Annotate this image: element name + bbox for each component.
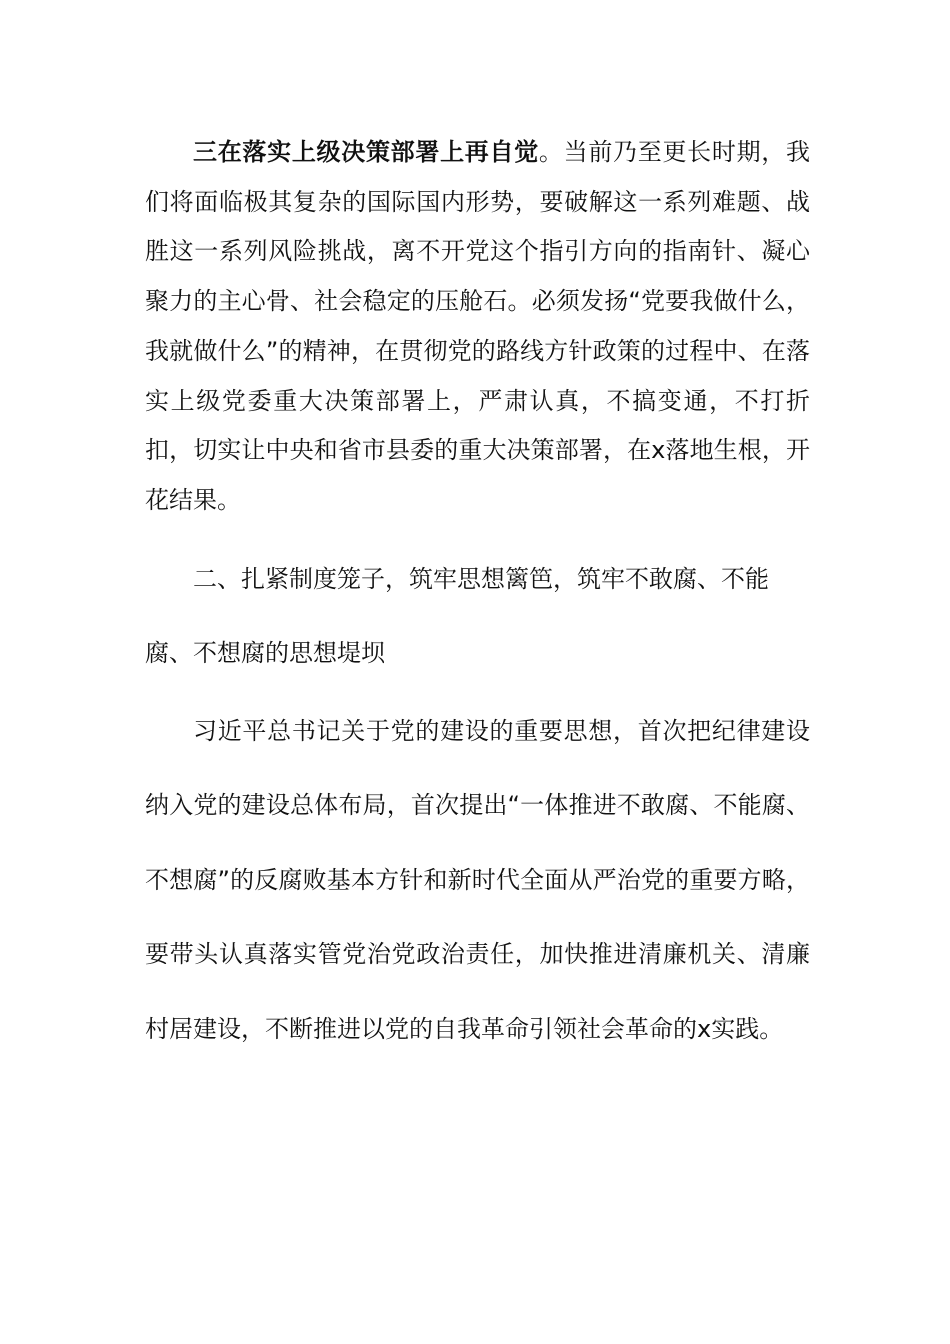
document-body [145,128,810,1066]
paragraph-decision-deployment [145,128,810,526]
paragraph-lead-period: 。 [538,138,564,166]
paragraph-body-text: 当前乃至更长时期，我们将面临极其复杂的国际国内形势，要破解这一系列难题、战胜这一系列风险挑战，离不开党这个指引方向的指南针、凝心聚力的主心骨、社会稳定的压舱石。必须发扬“党要我做什么，我就做什么”的精神，在贯彻党的路线方针政策的过程中、在落实上级党委重大决策部署上，严肃认真，不搞变通，不打折扣，切实让中央和省市县委的重大决策部署，在x落地生根，开花结果。 [145,138,811,514]
paragraph-lead-bold: 三在落实上级决策部署上再自觉 [193,138,539,166]
paragraph-discipline-building: 习近平总书记关于党的建设的重要思想，首次把纪律建设纳入党的建设总体布局，首次提出“一体推进不敢腐、不能腐、不想腐”的反腐败基本方针和新时代全面从严治党的重要方略，要带头认真落实管党治党政治责任，加快推进清廉机关、清廉村居建设，不断推进以党的自我革命引领社会革命的x实践。 [145,716,810,1043]
section-heading-two: 二、扎紧制度笼子，筑牢思想篱笆，筑牢不敢腐、不能腐、不想腐的思想堤坝 [145,564,769,667]
